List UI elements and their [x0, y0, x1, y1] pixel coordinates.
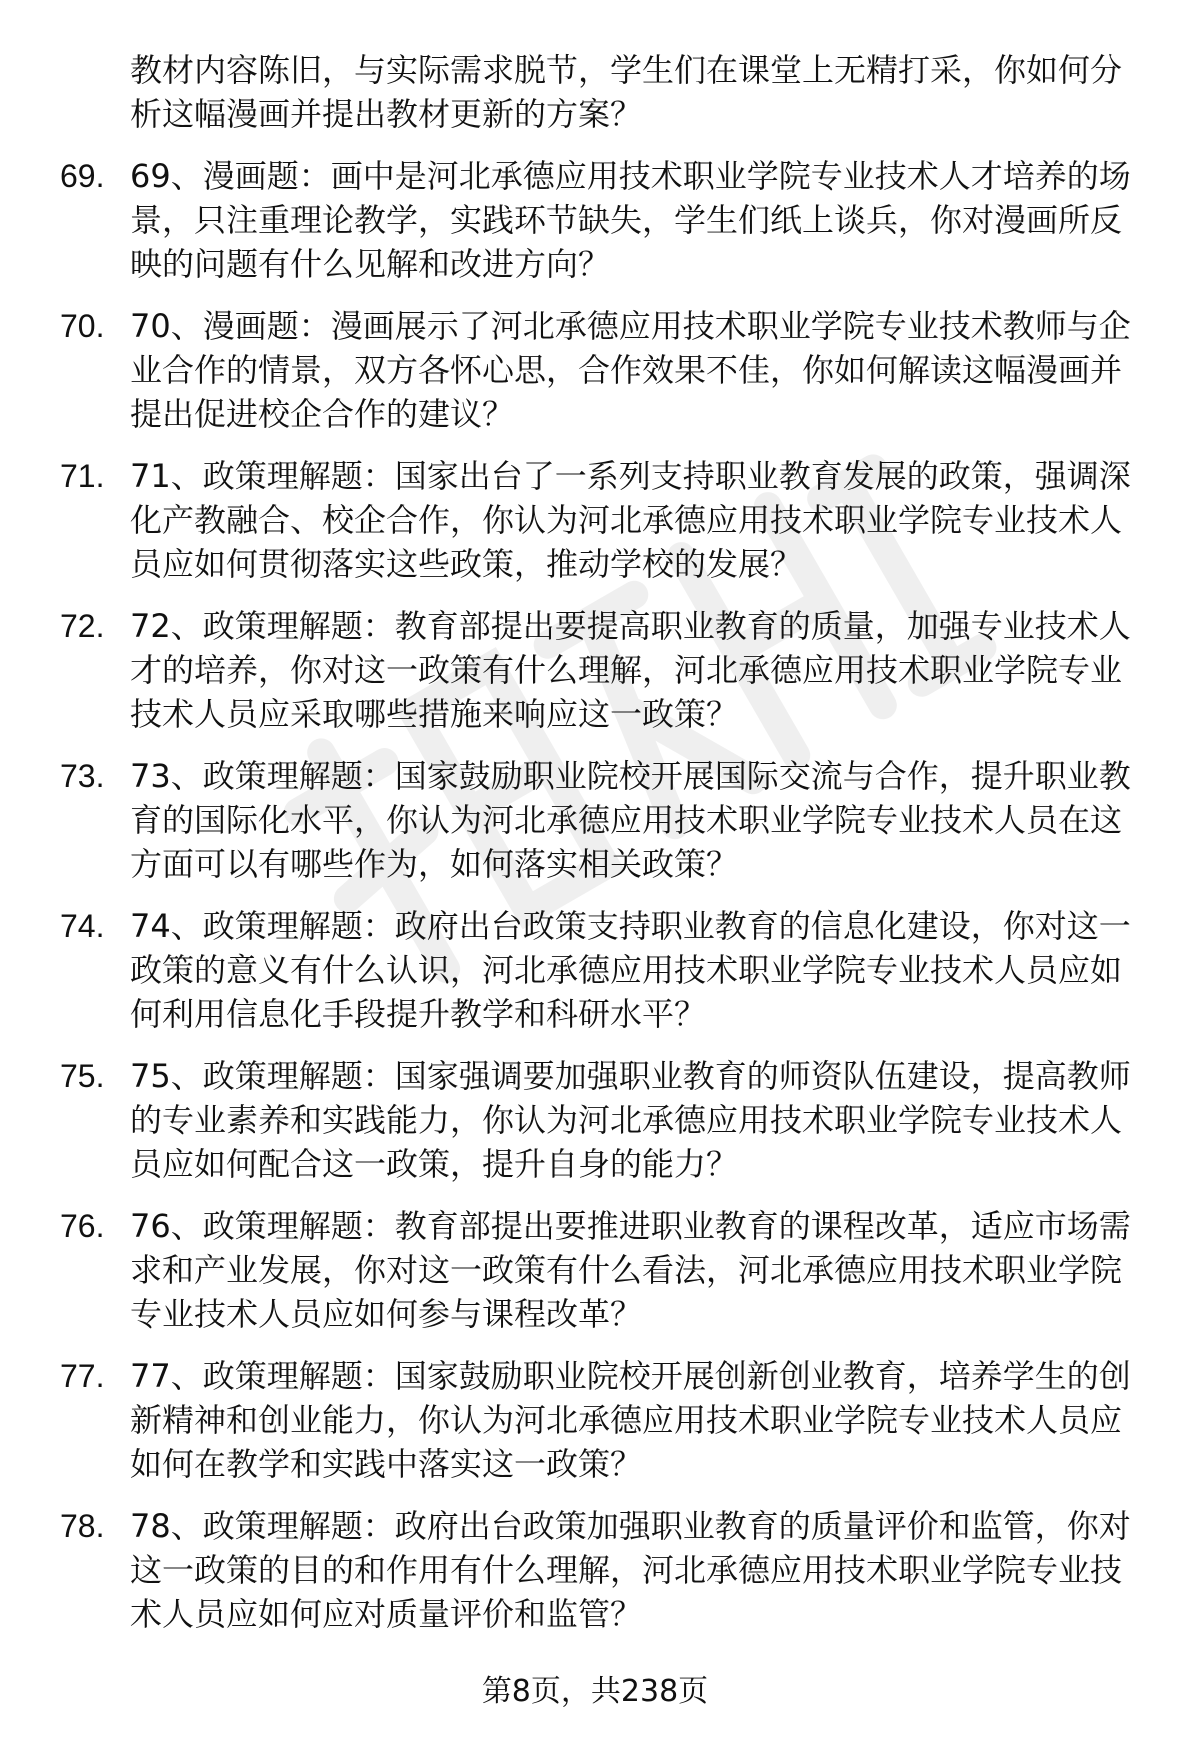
list-item: [60, 754, 1150, 886]
question-text: 73、政策理解题：国家鼓励职业院校开展国际交流与合作，提升职业教育的国际化水平，你认为河北承德应用技术职业学院专业技术人员在这方面可以有哪些作为，如何落实相关政策？: [130, 757, 1131, 883]
question-text: 76、政策理解题：教育部提出要推进职业教育的课程改革，适应市场需求和产业发展，你对这一政策有什么看法，河北承德应用技术职业学院专业技术人员应如何参与课程改革？: [130, 1207, 1131, 1333]
document-body: [60, 48, 1150, 1654]
question-text: 74、政策理解题：政府出台政策支持职业教育的信息化建设，你对这一政策的意义有什么认识，河北承德应用技术职业学院专业技术人员应如何利用信息化手段提升教学和科研水平？: [130, 907, 1131, 1033]
question-number: 70.: [60, 308, 105, 344]
question-text: 71、政策理解题：国家出台了一系列支持职业教育发展的政策，强调深化产教融合、校企合作，你认为河北承德应用技术职业学院专业技术人员应如何贯彻落实这些政策，推动学校的发展？: [130, 457, 1131, 583]
list-item: [60, 604, 1150, 736]
list-item: [60, 904, 1150, 1036]
question-number: 73.: [60, 758, 105, 794]
question-number: 71.: [60, 458, 105, 494]
question-text: 77、政策理解题：国家鼓励职业院校开展创新创业教育，培养学生的创新精神和创业能力，你认为河北承德应用技术职业学院专业技术人员应如何在教学和实践中落实这一政策？: [130, 1357, 1131, 1483]
question-number: 76.: [60, 1208, 105, 1244]
list-item: [60, 454, 1150, 586]
page-footer: 第8页，共238页: [481, 1674, 709, 1709]
list-item: [60, 1204, 1150, 1336]
question-number: 69.: [60, 158, 105, 194]
question-list: [60, 154, 1150, 1636]
question-text: 78、政策理解题：政府出台政策加强职业教育的质量评价和监管，你对这一政策的目的和作用有什么理解，河北承德应用技术职业学院专业技术人员应如何应对质量评价和监管？: [130, 1507, 1131, 1633]
continued-question-text: 教材内容陈旧，与实际需求脱节，学生们在课堂上无精打采，你如何分析这幅漫画并提出教材更新的方案？: [130, 51, 1123, 133]
question-number: 74.: [60, 908, 105, 944]
question-text: 75、政策理解题：国家强调要加强职业教育的师资队伍建设，提高教师的专业素养和实践能力，你认为河北承德应用技术职业学院专业技术人员应如何配合这一政策，提升自身的能力？: [130, 1057, 1131, 1183]
question-number: 77.: [60, 1358, 105, 1394]
question-text: 69、漫画题：画中是河北承德应用技术职业学院专业技术人才培养的场景，只注重理论教学，实践环节缺失，学生们纸上谈兵，你对漫画所反映的问题有什么见解和改进方向？: [130, 157, 1131, 283]
question-number: 72.: [60, 608, 105, 644]
question-text: 70、漫画题：漫画展示了河北承德应用技术职业学院专业技术教师与企业合作的情景，双方各怀心思，合作效果不佳，你如何解读这幅漫画并提出促进校企合作的建议？: [130, 307, 1131, 433]
list-item: [60, 154, 1150, 286]
list-item: [60, 1354, 1150, 1486]
question-number: 75.: [60, 1058, 105, 1094]
question-text: 72、政策理解题：教育部提出要提高职业教育的质量，加强专业技术人才的培养，你对这一政策有什么理解，河北承德应用技术职业学院专业技术人员应采取哪些措施来响应这一政策？: [130, 607, 1131, 733]
question-number: 78.: [60, 1508, 105, 1544]
list-item: [60, 1504, 1150, 1636]
list-item: [60, 304, 1150, 436]
list-item: [60, 1054, 1150, 1186]
